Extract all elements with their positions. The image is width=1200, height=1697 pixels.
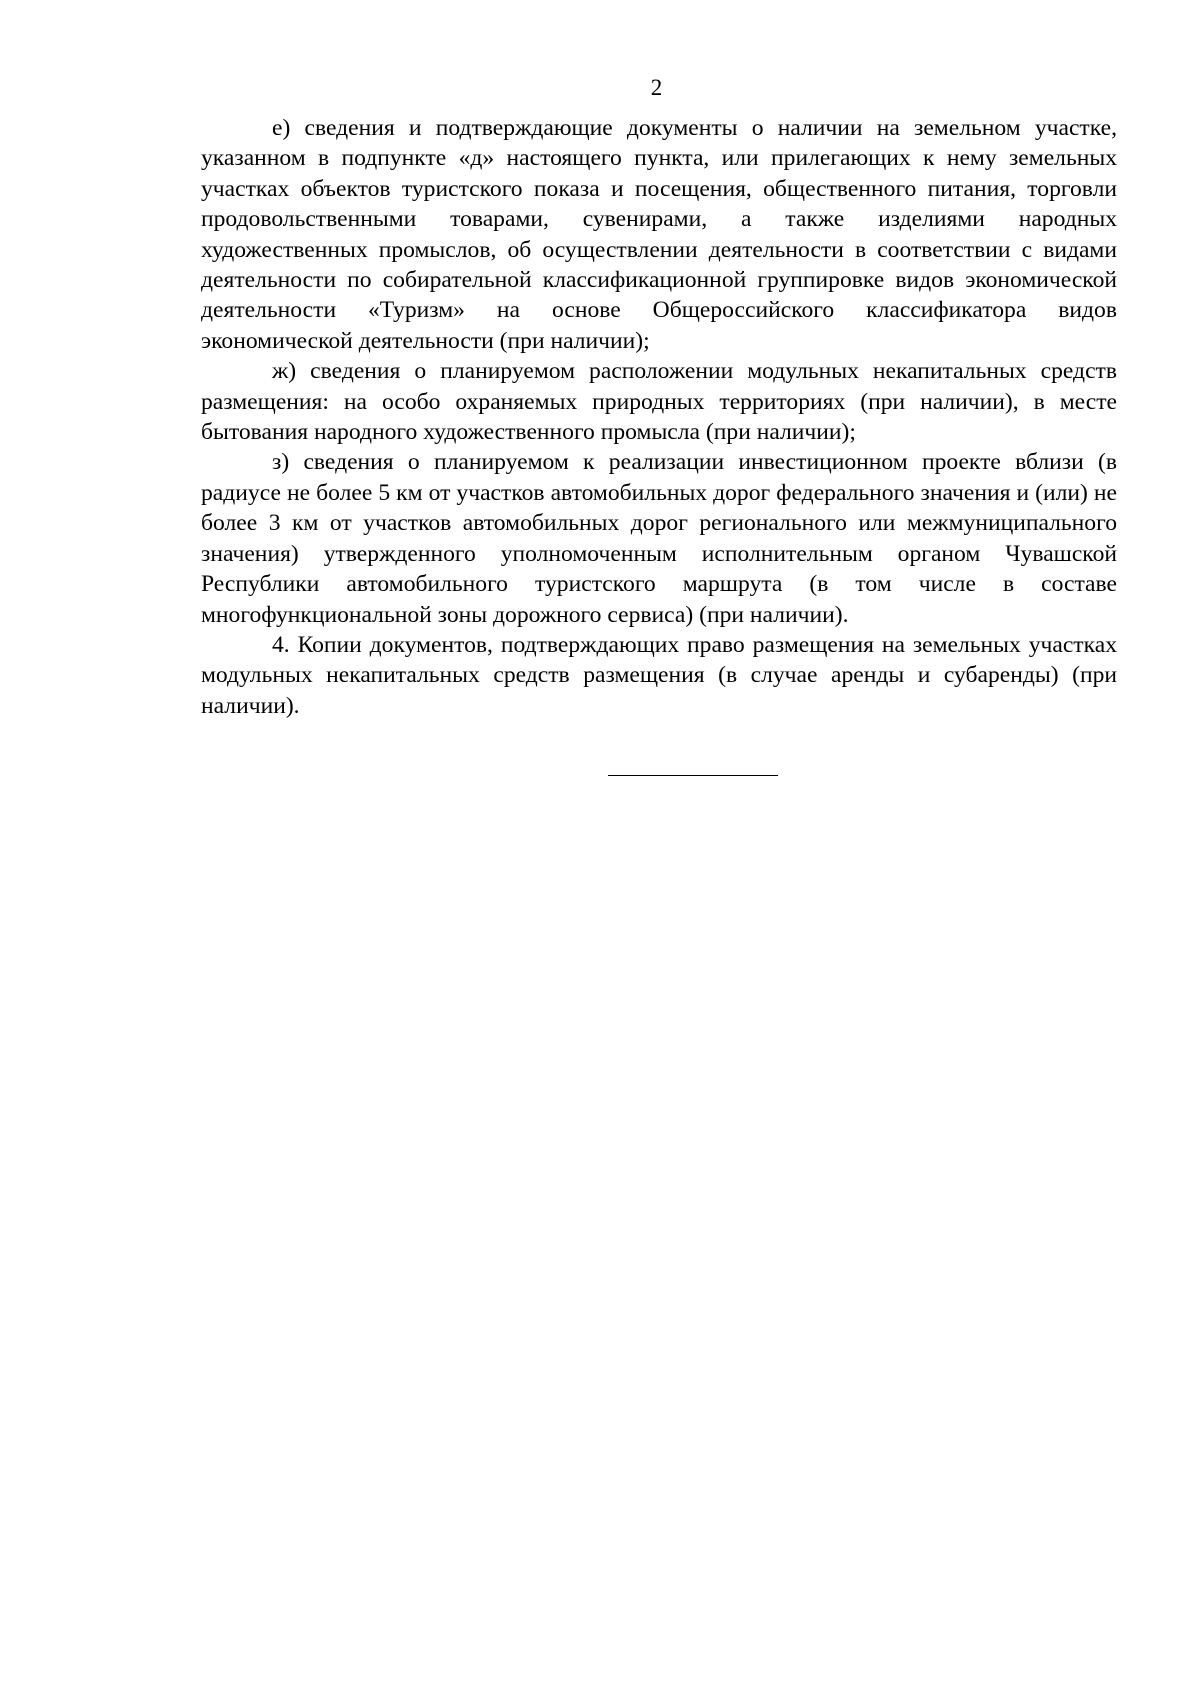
paragraph-zh: ж) сведения о планируемом расположении модульных некапитальных средств размещения: на особо охраняемых природных территориях (при наличии), в месте бытования народного художественного промысла (при наличии); bbox=[201, 358, 1117, 446]
end-of-document-rule bbox=[608, 775, 778, 776]
document-body bbox=[201, 113, 1117, 721]
page-number: 2 bbox=[650, 75, 663, 100]
paragraph-4: 4. Копии документов, подтверждающих право размещения на земельных участках модульных некапитальных средств размещения (в случае аренды и субаренды) (при наличии). bbox=[201, 631, 1117, 719]
paragraph-z: з) сведения о планируемом к реализации инвестиционном проекте вблизи (в радиусе не более 5 км от участков автомобильных дорог федерального значения и (или) не более 3 км от участков автомобильных дорог регионального или межмуниципального значения) утвержденного уполномоченным исполнительным органом Чувашской Республики автомобильного туристского маршрута (в том числе в составе многофункциональной зоны дорожного сервиса) (при наличии). bbox=[201, 449, 1117, 628]
paragraph-e: е) сведения и подтверждающие документы о наличии на земельном участке, указанном в подпункте «д» настоящего пункта, или прилегающих к нему земельных участках объектов туристского показа и посещения, общественного питания, торговли продовольственными товарами, сувенирами, а также изделиями народных художественных промыслов, об осуществлении деятельности в соответствии с видами деятельности по собирательной классификационной группировке видов экономической деятельности «Туризм» на основе Общероссийского классификатора видов экономической деятельности (при наличии); bbox=[201, 115, 1117, 354]
